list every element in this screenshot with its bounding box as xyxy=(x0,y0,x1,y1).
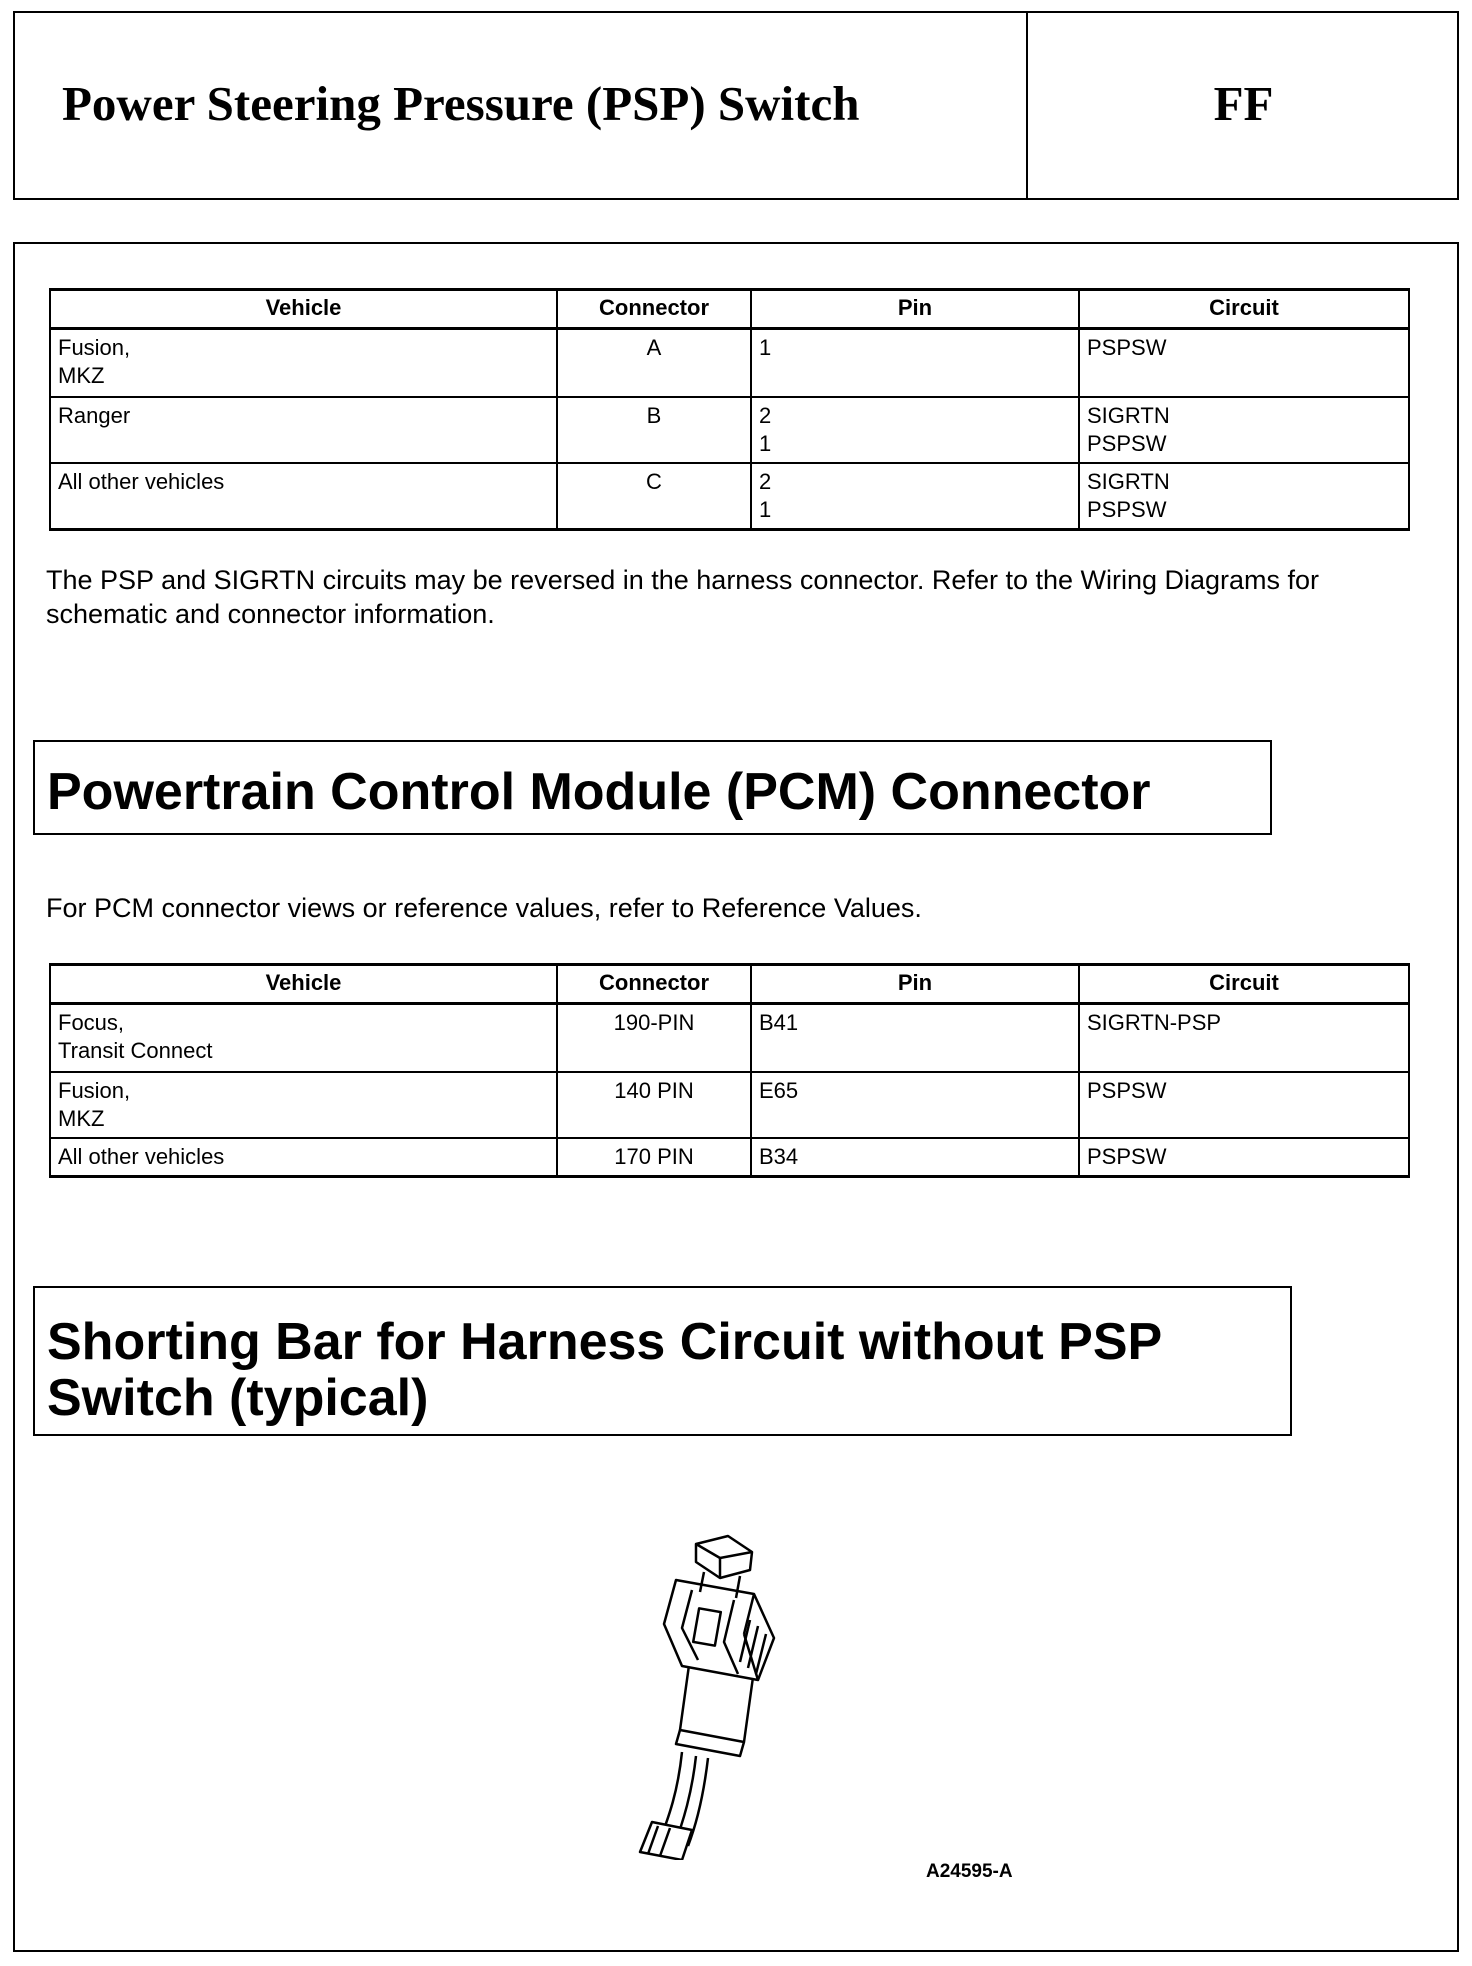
table-header-row xyxy=(50,290,1409,329)
connector-cell: 140 PIN xyxy=(557,1072,751,1138)
connector-cell: A xyxy=(557,329,751,397)
table-row xyxy=(50,1072,1409,1138)
table-row xyxy=(50,1004,1409,1072)
table-row xyxy=(50,1138,1409,1177)
pcm-intro: For PCM connector views or reference values, refer to Reference Values. xyxy=(46,893,922,923)
circuit-cell: PSPSW xyxy=(1079,1072,1409,1138)
vehicle-cell: Fusion, MKZ xyxy=(50,329,557,397)
circuit-cell: PSPSW xyxy=(1079,329,1409,397)
connector-cell: C xyxy=(557,463,751,530)
table-row xyxy=(50,329,1409,397)
circuit-cell: SIGRTN-PSP xyxy=(1079,1004,1409,1072)
vehicle-cell: Ranger xyxy=(50,397,557,463)
pcm-section-title: Powertrain Control Module (PCM) Connector xyxy=(33,740,1272,835)
pin-cell: B41 xyxy=(751,1004,1079,1072)
pin-cell: 1 xyxy=(751,329,1079,397)
vehicle-cell: All other vehicles xyxy=(50,463,557,530)
pin-cell: B34 xyxy=(751,1138,1079,1177)
vehicle-cell: Focus, Transit Connect xyxy=(50,1004,557,1072)
column-header-pin: Pin xyxy=(751,290,1079,329)
page-title: Power Steering Pressure (PSP) Switch xyxy=(62,76,860,131)
column-header-vehicle: Vehicle xyxy=(50,965,557,1004)
circuit-cell: SIGRTN PSPSW xyxy=(1079,397,1409,463)
column-header-vehicle: Vehicle xyxy=(50,290,557,329)
column-header-connector: Connector xyxy=(557,965,751,1004)
vehicle-cell: Fusion, MKZ xyxy=(50,1072,557,1138)
table-row xyxy=(50,463,1409,530)
psp-connector-table xyxy=(49,288,1410,531)
shorting-bar-section-title xyxy=(33,1286,1292,1436)
vehicle-cell: All other vehicles xyxy=(50,1138,557,1177)
pcm-connector-table xyxy=(49,963,1410,1178)
section-code: FF xyxy=(1213,76,1274,131)
column-header-connector: Connector xyxy=(557,290,751,329)
column-header-circuit: Circuit xyxy=(1079,290,1409,329)
figure-code: A24595-A xyxy=(926,1861,1013,1882)
table-header-row xyxy=(50,965,1409,1004)
psp-note: The PSP and SIGRTN circuits may be reversed in the harness connector. Refer to the Wiring Diagrams for schematic and connector information. xyxy=(46,565,1320,629)
connector-cell: B xyxy=(557,397,751,463)
section-title-line-2: Switch (typical) xyxy=(47,1369,429,1427)
circuit-cell: PSPSW xyxy=(1079,1138,1409,1177)
connector-cell: 170 PIN xyxy=(557,1138,751,1177)
column-header-circuit: Circuit xyxy=(1079,965,1409,1004)
pin-cell: E65 xyxy=(751,1072,1079,1138)
connector-cell: 190-PIN xyxy=(557,1004,751,1072)
column-header-pin: Pin xyxy=(751,965,1079,1004)
table-row xyxy=(50,397,1409,463)
shorting-bar-connector-illustration xyxy=(600,1530,840,1860)
section-title-line-1: Shorting Bar for Harness Circuit without PSP xyxy=(47,1313,1163,1371)
pin-cell: 2 1 xyxy=(751,397,1079,463)
circuit-cell: SIGRTN PSPSW xyxy=(1079,463,1409,530)
pin-cell: 2 1 xyxy=(751,463,1079,530)
